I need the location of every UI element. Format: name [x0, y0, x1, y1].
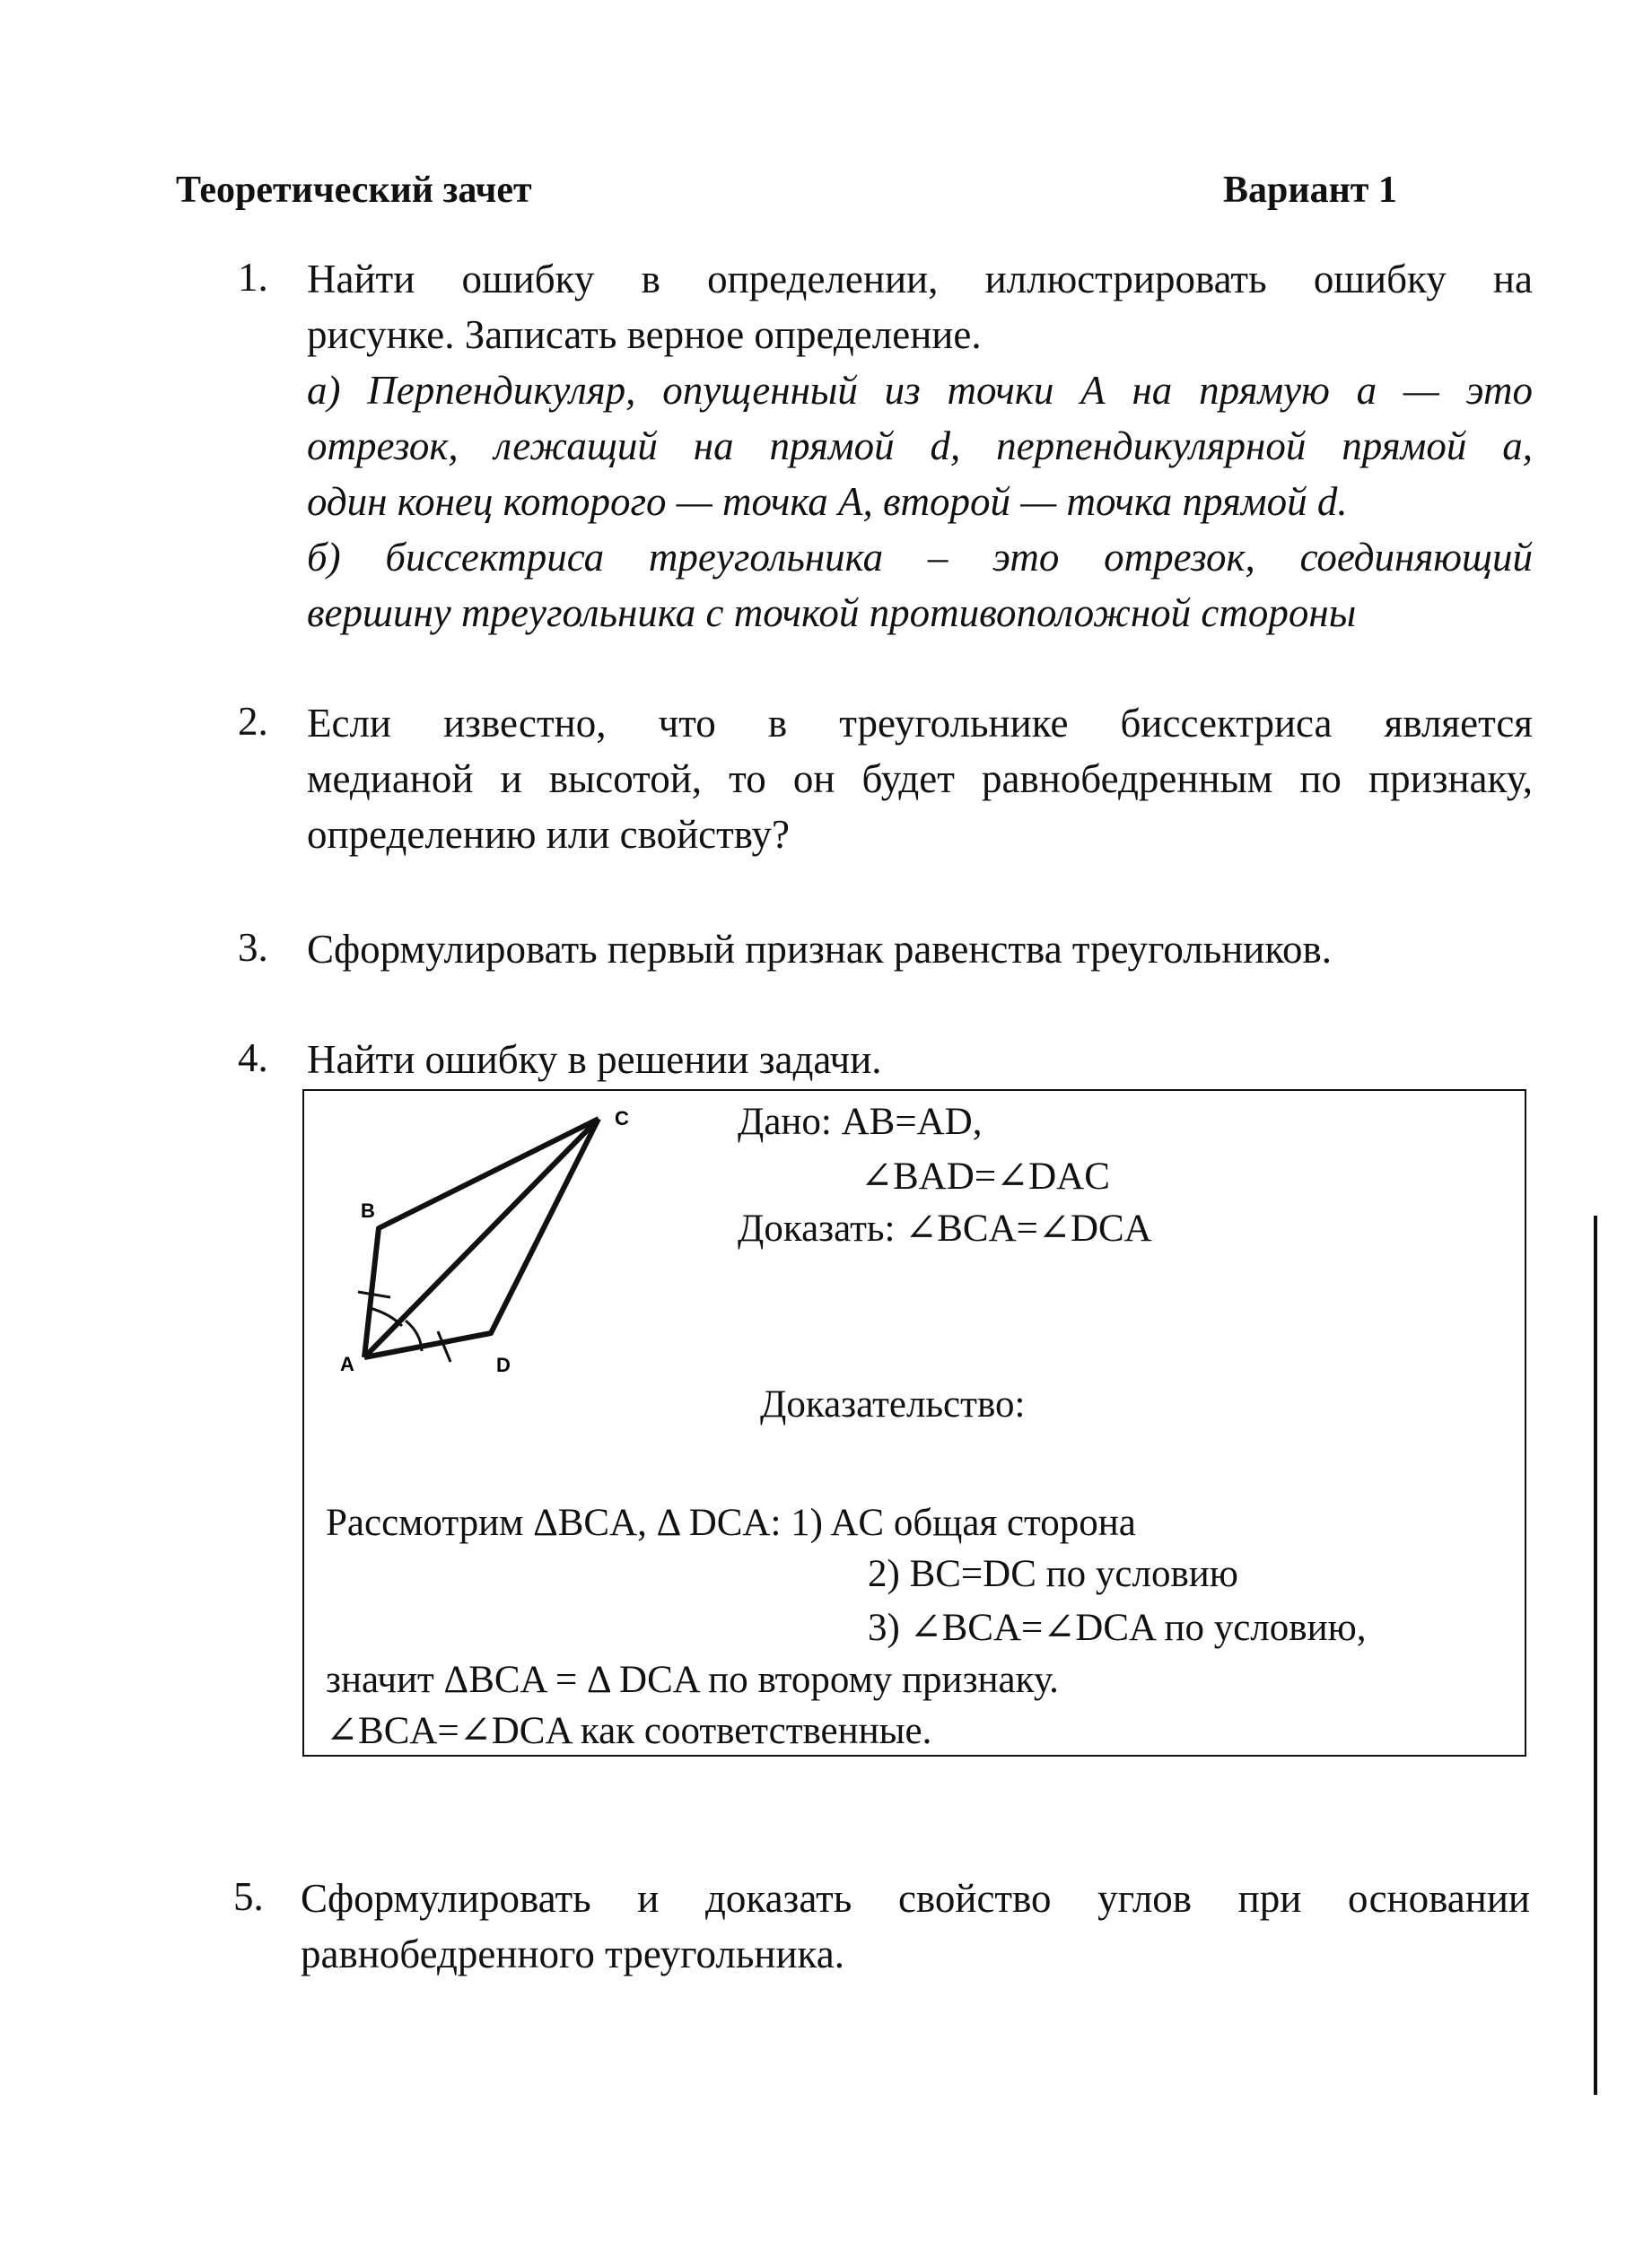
tick-mark-ad	[438, 1331, 450, 1362]
quadrilateral-figure	[304, 1091, 681, 1387]
item-number: 3.	[238, 925, 268, 970]
item-number: 2.	[238, 699, 268, 744]
item-number: 4.	[238, 1035, 268, 1080]
problem-box	[302, 1089, 1526, 1757]
item-1-italic-line-4: б) биссектриса треугольника – это отрезок, соединяющий	[307, 535, 1533, 580]
item-1-line-2: рисунке. Записать верное определение.	[307, 312, 982, 357]
item-2-line-1: Если известно, что в треугольнике биссектриса является	[307, 701, 1533, 746]
item-number: 1.	[238, 255, 268, 300]
item-2-line-3: определению или свойству?	[307, 812, 790, 857]
angle-arc-1	[370, 1308, 402, 1326]
label-b: B	[361, 1199, 375, 1222]
proof-line-1: Рассмотрим ΔBCA, Δ DCA: 1) AC общая сторона	[326, 1502, 1136, 1544]
item-2-line-2: медианой и высотой, то он будет равнобедренным по признаку,	[307, 756, 1533, 801]
item-1-line-1: Найти ошибку в определении, иллюстрировать ошибку на	[307, 257, 1533, 301]
item-number: 5.	[233, 1874, 264, 1919]
item-1-italic-line-2: отрезок, лежащий на прямой d, перпендикулярной прямой а,	[307, 423, 1533, 468]
given-line-1: Дано: AB=AD,	[738, 1101, 983, 1143]
variant-label: Вариант 1	[1223, 170, 1397, 211]
label-d: D	[496, 1354, 511, 1376]
item-5-line-1: Сформулировать и доказать свойство углов при основании	[301, 1876, 1530, 1921]
item-4-line-1: Найти ошибку в решении задачи.	[307, 1037, 882, 1082]
item-5-line-2: равнобедренного треугольника.	[301, 1932, 844, 1976]
proof-title: Доказательство:	[760, 1383, 1026, 1426]
prove-line: Доказать: ∠BCA=∠DCA	[738, 1208, 1152, 1250]
label-a: A	[340, 1353, 354, 1375]
item-3-line-1: Сформулировать первый признак равенства треугольников.	[307, 927, 1332, 972]
test-title: Теоретический зачет	[176, 170, 532, 211]
item-1-italic-line-5: вершину треугольника с точкой противоположной стороны	[307, 590, 1357, 635]
scan-margin-line	[1594, 1216, 1597, 2095]
proof-line-5: ∠BCA=∠DCA как соответственные.	[326, 1710, 932, 1752]
label-c: C	[615, 1107, 629, 1130]
given-line-2: ∠BAD=∠DAC	[861, 1156, 1110, 1198]
proof-line-2: 2) BC=DC по условию	[868, 1553, 1238, 1595]
proof-line-4: значит ΔBCA = Δ DCA по второму признаку.	[326, 1659, 1059, 1701]
proof-line-3: 3) ∠BCA=∠DCA по условию,	[868, 1607, 1367, 1649]
diagonal-a-c	[364, 1119, 599, 1357]
item-1-italic-line-1: а) Перпендикуляр, опущенный из точки А на прямую а — это	[307, 368, 1533, 413]
item-1-italic-line-3: один конец которого — точка А, второй — точка прямой d.	[307, 479, 1348, 524]
